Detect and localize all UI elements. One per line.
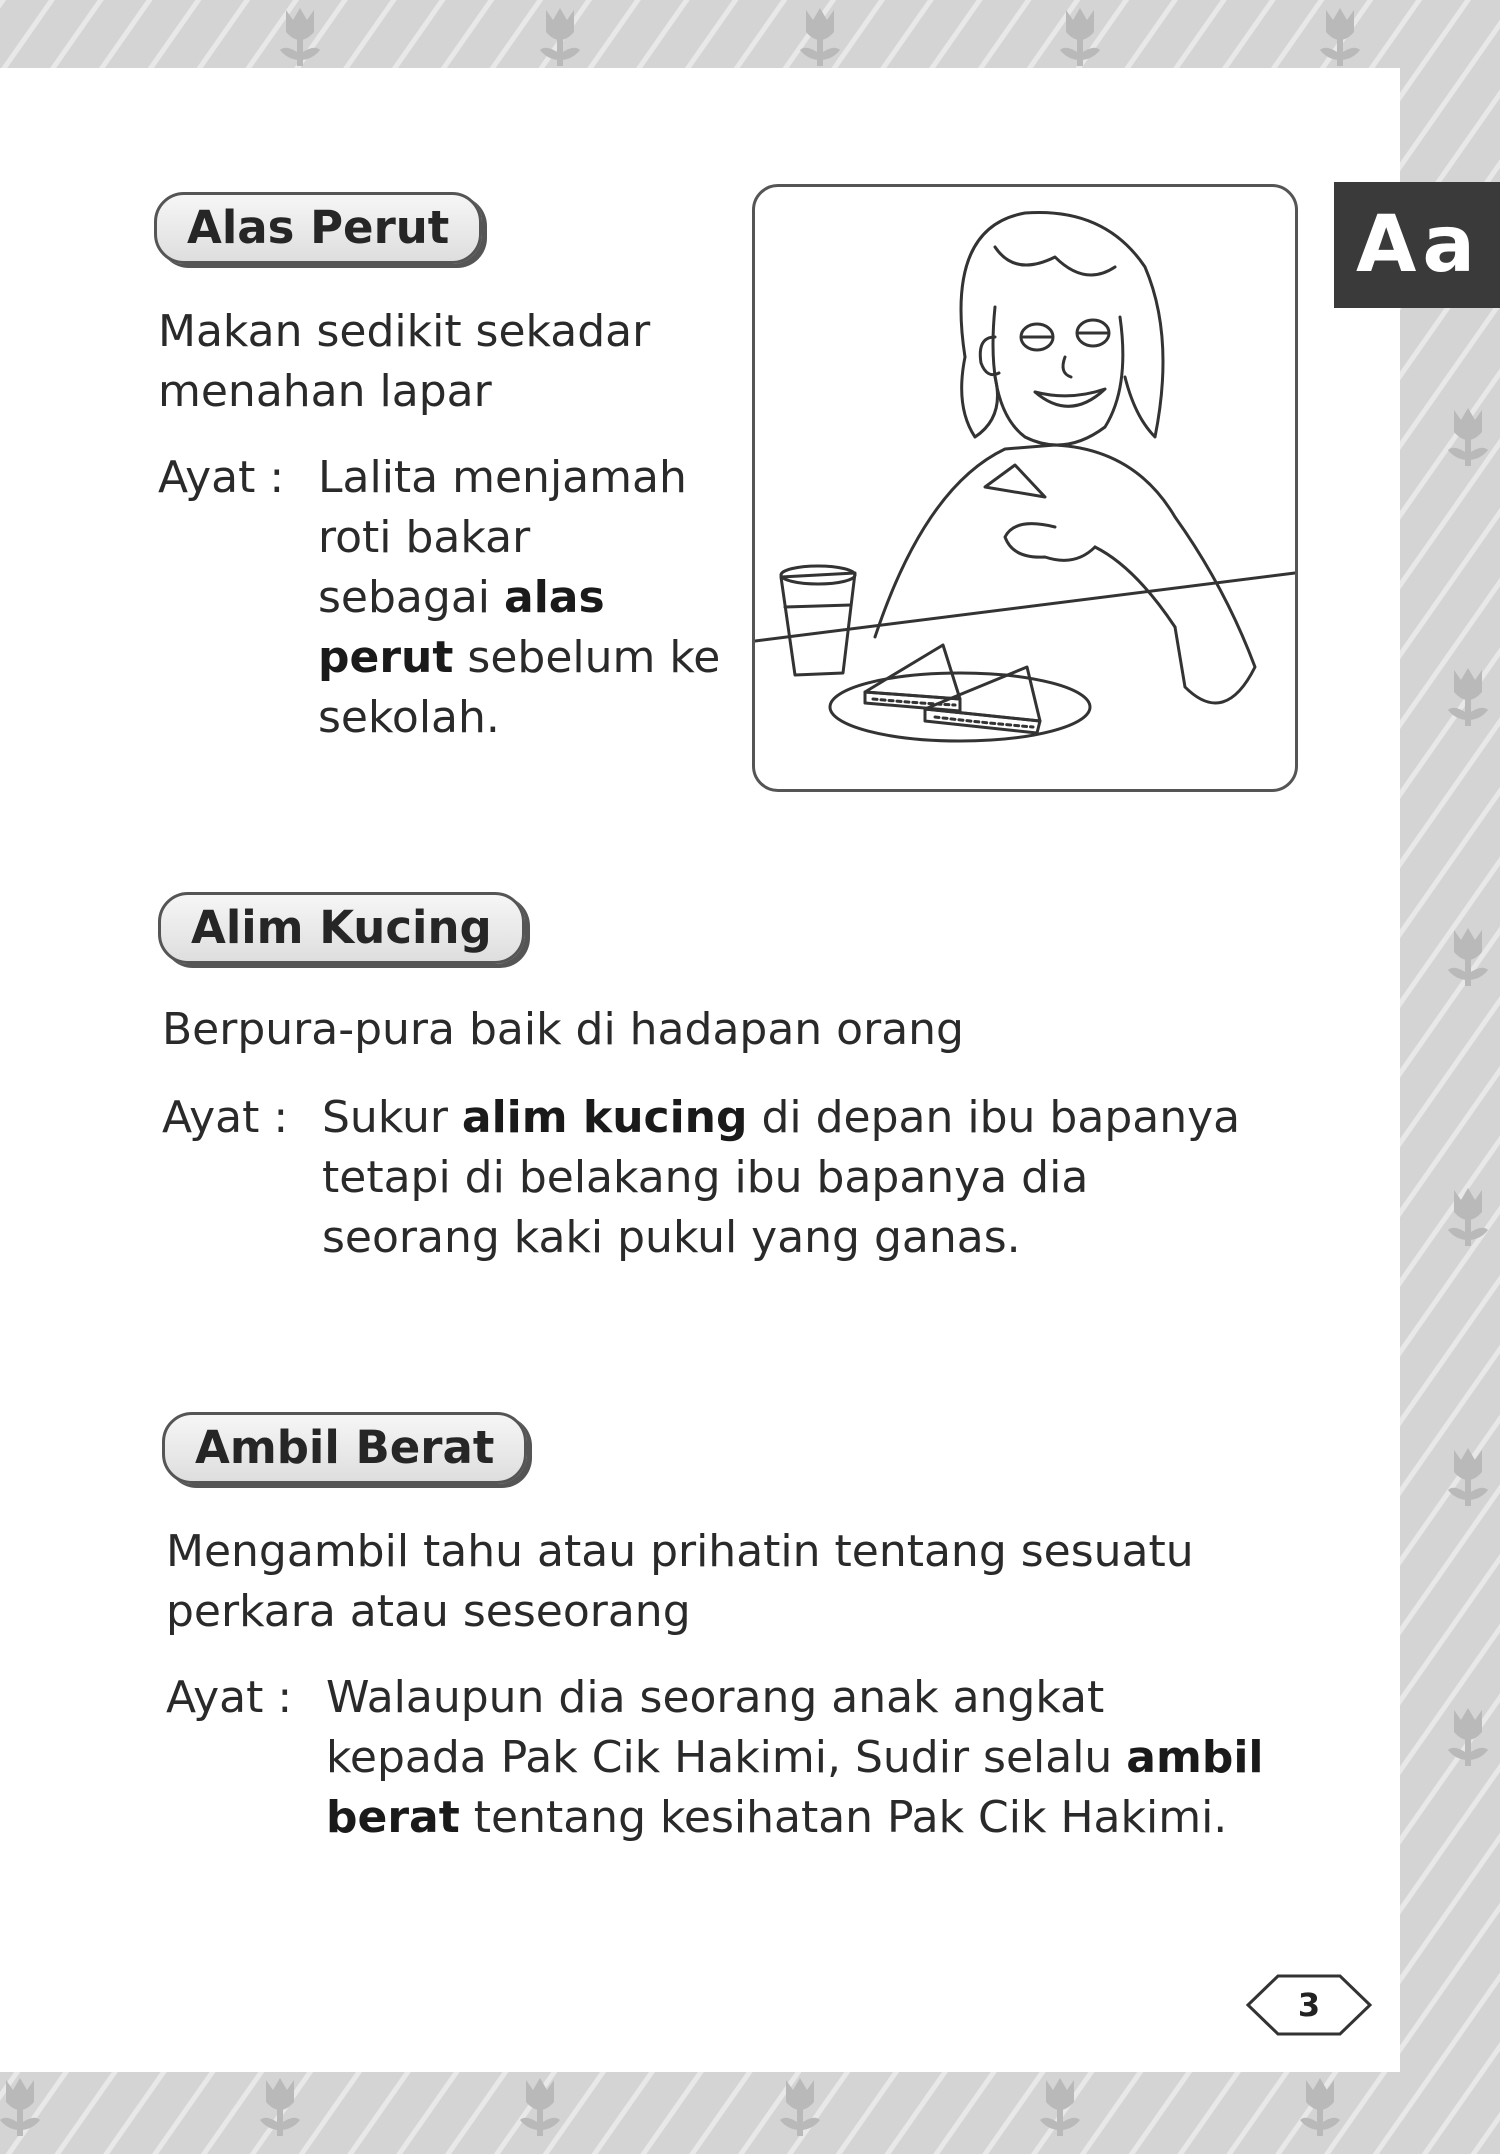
entry-meaning xyxy=(162,1000,1322,1060)
idiom-highlight: perut xyxy=(318,632,454,683)
example-line xyxy=(318,448,720,508)
example-segment: Sukur xyxy=(322,1092,462,1143)
example-line xyxy=(318,508,720,568)
meaning-line: Mengambil tahu atau prihatin tentang sesuatu xyxy=(166,1526,1194,1577)
entry-meaning xyxy=(166,1522,1336,1642)
example-segment: sebagai xyxy=(318,572,504,623)
entry-example xyxy=(158,448,748,748)
meaning-line: perkara atau seseorang xyxy=(166,1586,691,1637)
idiom-highlight: alas xyxy=(504,572,605,623)
example-line xyxy=(322,1088,1240,1148)
alphabet-tab: Aa xyxy=(1334,182,1500,308)
entry-example xyxy=(166,1668,1346,1848)
example-segment: kepada Pak Cik Hakimi, Sudir selalu xyxy=(326,1732,1127,1783)
example-segment: tetapi di belakang ibu bapanya dia xyxy=(322,1152,1089,1203)
example-segment: seorang kaki pukul yang ganas. xyxy=(322,1212,1021,1263)
example-line xyxy=(318,568,720,628)
example-line xyxy=(318,628,720,688)
entry-example xyxy=(162,1088,1332,1268)
example-line xyxy=(326,1668,1264,1728)
example-segment: Walaupun dia seorang anak angkat xyxy=(326,1672,1105,1723)
idiom-highlight: ambil xyxy=(1126,1732,1264,1783)
example-line xyxy=(322,1208,1240,1268)
example-segment: tentang kesihatan Pak Cik Hakimi. xyxy=(459,1792,1228,1843)
example-text xyxy=(326,1668,1264,1848)
example-segment: sebelum ke xyxy=(453,632,721,683)
meaning-line: Makan sedikit sekadar xyxy=(158,306,651,357)
example-line xyxy=(322,1148,1240,1208)
meaning-line: Berpura-pura baik di hadapan orang xyxy=(162,1004,964,1055)
example-segment: sekolah. xyxy=(318,692,500,743)
example-label: Ayat : xyxy=(162,1092,289,1143)
example-line xyxy=(326,1788,1264,1848)
page-number: 3 xyxy=(1297,1986,1321,2024)
example-segment: Lalita menjamah xyxy=(318,452,687,503)
idiom-highlight: alim kucing xyxy=(461,1092,748,1143)
meaning-line: menahan lapar xyxy=(158,366,492,417)
entry-heading: Alim Kucing xyxy=(158,892,525,964)
example-label: Ayat : xyxy=(166,1672,293,1723)
illustration-girl-eating-toast xyxy=(752,184,1298,792)
example-text xyxy=(318,448,720,748)
entry-meaning xyxy=(158,302,718,422)
idiom-highlight: berat xyxy=(326,1792,460,1843)
example-segment: roti bakar xyxy=(318,512,531,563)
example-segment: di depan ibu bapanya xyxy=(747,1092,1241,1143)
entry-heading: Alas Perut xyxy=(154,192,482,264)
example-text xyxy=(322,1088,1240,1268)
example-line xyxy=(318,688,720,748)
example-label: Ayat : xyxy=(158,452,285,503)
entry-heading: Ambil Berat xyxy=(162,1412,527,1484)
example-line xyxy=(326,1728,1264,1788)
page-number-badge xyxy=(1244,1972,1374,2038)
